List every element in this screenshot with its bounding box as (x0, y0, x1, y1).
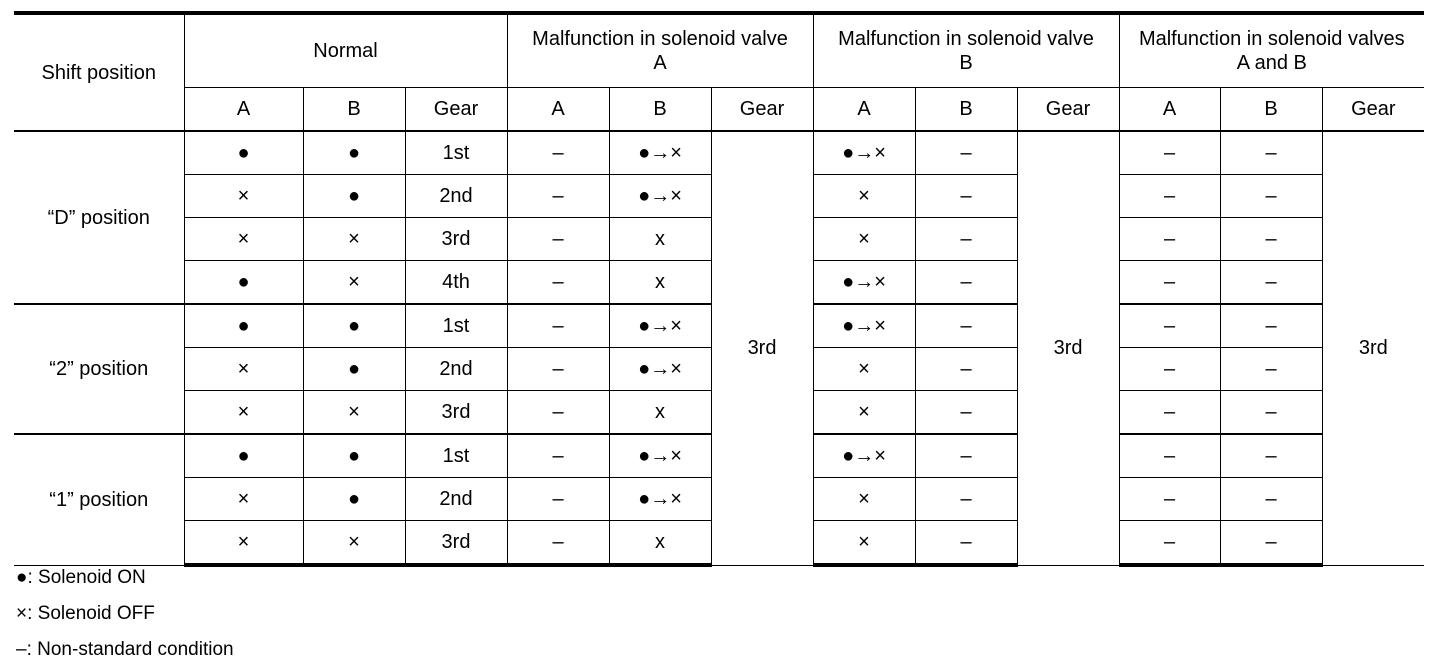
shift-position-header: Shift position (14, 13, 184, 131)
malfunction-ab-col-b-header: B (1220, 88, 1322, 132)
malfunction-a-header: Malfunction in solenoid valve A (507, 13, 813, 88)
normal-a-cell: × (184, 391, 303, 435)
legend-text: : Solenoid OFF (27, 603, 155, 624)
normal-b-cell: ● (303, 348, 405, 391)
malfunction-a-a-cell: – (507, 175, 609, 218)
malfunction-ab-a-cell: – (1119, 478, 1220, 521)
malfunction-b-a-cell: × (813, 391, 915, 435)
malfunction-a-a-cell: – (507, 391, 609, 435)
malfunction-a-a-cell: – (507, 304, 609, 348)
malfunction-ab-col-gear-header: Gear (1322, 88, 1424, 132)
shift-position-label: “1” position (14, 434, 184, 565)
malfunction-a-a-cell: – (507, 131, 609, 175)
malfunction-a-gear-cell: 3rd (711, 131, 813, 565)
normal-b-cell: × (303, 521, 405, 566)
malfunction-ab-b-cell: – (1220, 391, 1322, 435)
malfunction-ab-col-a-header: A (1119, 88, 1220, 132)
malfunction-b-gear-cell: 3rd (1017, 131, 1119, 565)
legend-text: : Solenoid ON (27, 567, 146, 588)
malfunction-a-a-cell: – (507, 521, 609, 566)
malfunction-ab-a-cell: – (1119, 304, 1220, 348)
malfunction-ab-b-cell: – (1220, 434, 1322, 478)
shift-position-label: “2” position (14, 304, 184, 434)
malfunction-a-a-cell: – (507, 478, 609, 521)
malfunction-ab-gear-cell: 3rd (1322, 131, 1424, 565)
normal-a-cell: ● (184, 131, 303, 175)
malfunction-ab-b-cell: – (1220, 478, 1322, 521)
malfunction-b-col-gear-header: Gear (1017, 88, 1119, 132)
malfunction-b-a-cell: ●→× (813, 304, 915, 348)
malfunction-b-b-cell: – (915, 434, 1017, 478)
malfunction-ab-a-cell: – (1119, 391, 1220, 435)
legend-item (16, 564, 234, 600)
malfunction-b-b-cell: – (915, 304, 1017, 348)
malfunction-a-b-cell: x (609, 391, 711, 435)
malfunction-a-b-cell: ●→× (609, 175, 711, 218)
malfunction-a-a-cell: – (507, 218, 609, 261)
malfunction-b-a-cell: × (813, 478, 915, 521)
normal-a-cell: × (184, 218, 303, 261)
normal-b-cell: ● (303, 131, 405, 175)
legend-text: : Non-standard condition (26, 639, 234, 660)
normal-b-cell: × (303, 391, 405, 435)
malfunction-b-b-cell: – (915, 391, 1017, 435)
solenoid-table-container (14, 11, 1422, 567)
normal-b-cell: ● (303, 175, 405, 218)
malfunction-a-a-cell: – (507, 434, 609, 478)
normal-b-cell: × (303, 218, 405, 261)
normal-a-cell: ● (184, 261, 303, 305)
legend-symbol: ● (16, 567, 28, 588)
normal-a-cell: × (184, 478, 303, 521)
malfunction-b-a-cell: ●→× (813, 434, 915, 478)
malfunction-a-a-cell: – (507, 261, 609, 305)
normal-a-cell: ● (184, 434, 303, 478)
malfunction-ab-b-cell: – (1220, 218, 1322, 261)
normal-col-b-header: B (303, 88, 405, 132)
normal-gear-cell: 3rd (405, 521, 507, 566)
malfunction-ab-b-cell: – (1220, 175, 1322, 218)
normal-col-a-header: A (184, 88, 303, 132)
shift-position-label: “D” position (14, 131, 184, 304)
normal-b-cell: ● (303, 434, 405, 478)
table-row (14, 131, 1424, 175)
normal-gear-cell: 2nd (405, 348, 507, 391)
malfunction-ab-b-cell: – (1220, 131, 1322, 175)
malfunction-b-a-cell: ●→× (813, 261, 915, 305)
malfunction-a-b-cell: x (609, 261, 711, 305)
normal-gear-cell: 3rd (405, 391, 507, 435)
malfunction-b-a-cell: × (813, 175, 915, 218)
malfunction-ab-b-cell: – (1220, 348, 1322, 391)
malfunction-ab-a-cell: – (1119, 131, 1220, 175)
legend (16, 564, 234, 672)
malfunction-b-b-cell: – (915, 218, 1017, 261)
malfunction-b-b-cell: – (915, 348, 1017, 391)
malfunction-ab-b-cell: – (1220, 261, 1322, 305)
malfunction-ab-a-cell: – (1119, 348, 1220, 391)
normal-b-cell: ● (303, 478, 405, 521)
legend-item (16, 636, 234, 672)
malfunction-ab-a-cell: – (1119, 175, 1220, 218)
malfunction-b-b-cell: – (915, 521, 1017, 566)
malfunction-b-col-b-header: B (915, 88, 1017, 132)
malfunction-b-b-cell: – (915, 175, 1017, 218)
malfunction-a-col-a-header: A (507, 88, 609, 132)
malfunction-ab-a-cell: – (1119, 261, 1220, 305)
malfunction-a-col-gear-header: Gear (711, 88, 813, 132)
normal-a-cell: ● (184, 304, 303, 348)
normal-b-cell: ● (303, 304, 405, 348)
normal-gear-cell: 3rd (405, 218, 507, 261)
legend-symbol: – (16, 639, 27, 660)
malfunction-a-b-cell: x (609, 521, 711, 566)
malfunction-b-a-cell: × (813, 348, 915, 391)
normal-gear-cell: 1st (405, 304, 507, 348)
malfunction-a-b-cell: ●→× (609, 348, 711, 391)
solenoid-valve-table (14, 11, 1424, 567)
malfunction-a-b-cell: ●→× (609, 434, 711, 478)
malfunction-ab-a-cell: – (1119, 521, 1220, 566)
malfunction-b-col-a-header: A (813, 88, 915, 132)
malfunction-ab-a-cell: – (1119, 218, 1220, 261)
malfunction-b-a-cell: ●→× (813, 131, 915, 175)
normal-gear-cell: 2nd (405, 478, 507, 521)
malfunction-ab-header: Malfunction in solenoid valves A and B (1119, 13, 1424, 88)
malfunction-b-b-cell: – (915, 261, 1017, 305)
malfunction-b-header: Malfunction in solenoid valve B (813, 13, 1119, 88)
malfunction-a-b-cell: x (609, 218, 711, 261)
legend-symbol: × (16, 603, 28, 624)
malfunction-ab-a-cell: – (1119, 434, 1220, 478)
normal-col-gear-header: Gear (405, 88, 507, 132)
malfunction-b-b-cell: – (915, 131, 1017, 175)
malfunction-a-b-cell: ●→× (609, 131, 711, 175)
malfunction-b-a-cell: × (813, 521, 915, 566)
malfunction-ab-b-cell: – (1220, 521, 1322, 566)
legend-item (16, 600, 234, 636)
normal-a-cell: × (184, 348, 303, 391)
normal-a-cell: × (184, 175, 303, 218)
malfunction-a-b-cell: ●→× (609, 478, 711, 521)
normal-gear-cell: 4th (405, 261, 507, 305)
malfunction-a-b-cell: ●→× (609, 304, 711, 348)
normal-a-cell: × (184, 521, 303, 566)
malfunction-ab-b-cell: – (1220, 304, 1322, 348)
malfunction-a-a-cell: – (507, 348, 609, 391)
normal-gear-cell: 1st (405, 434, 507, 478)
normal-gear-cell: 1st (405, 131, 507, 175)
normal-header: Normal (184, 13, 507, 88)
malfunction-b-b-cell: – (915, 478, 1017, 521)
normal-b-cell: × (303, 261, 405, 305)
malfunction-b-a-cell: × (813, 218, 915, 261)
normal-gear-cell: 2nd (405, 175, 507, 218)
malfunction-a-col-b-header: B (609, 88, 711, 132)
